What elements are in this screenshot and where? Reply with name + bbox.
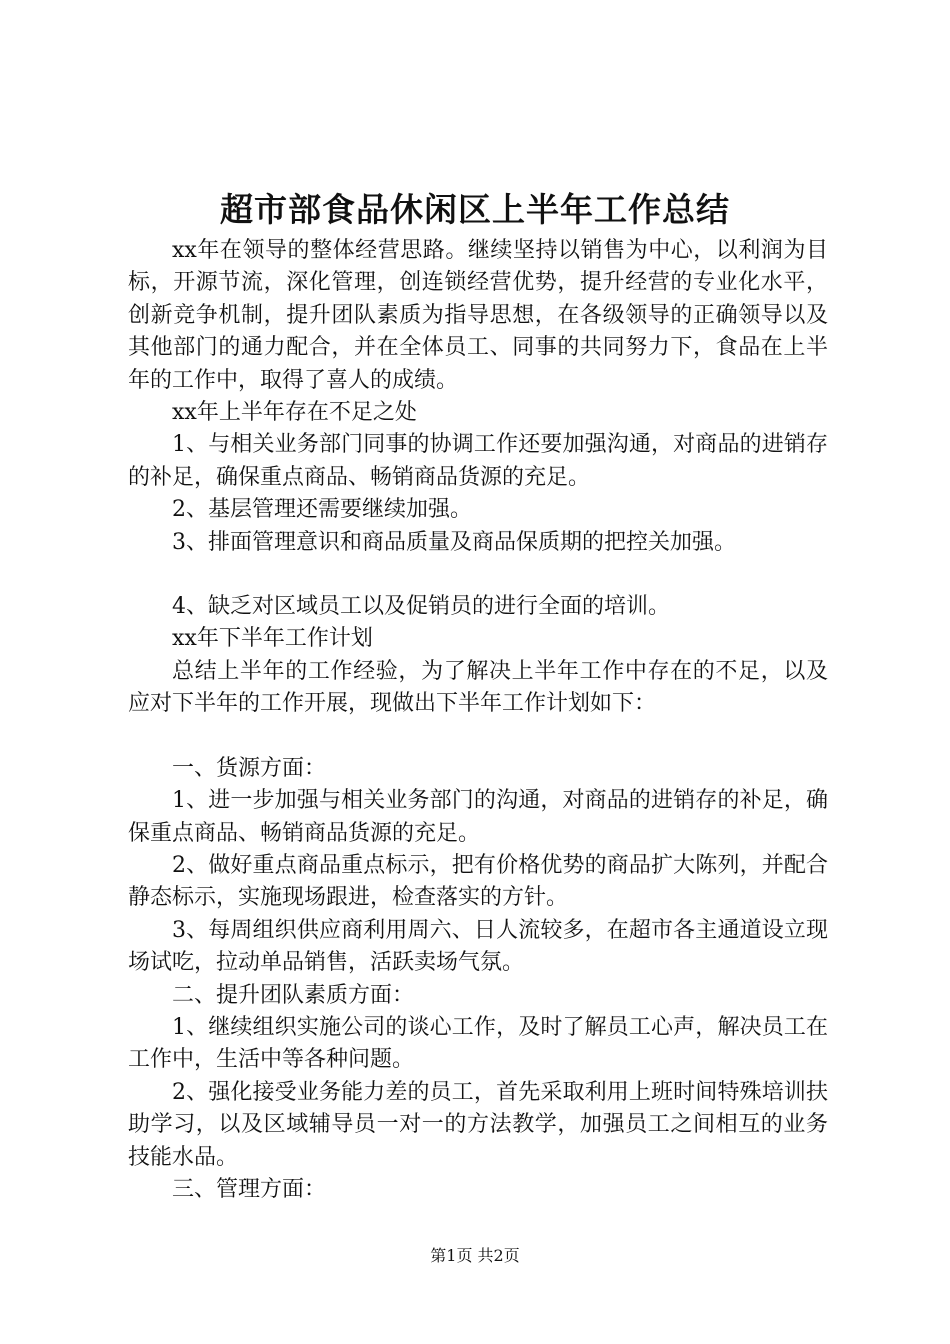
heading-shortcomings: xx年上半年存在不足之处 xyxy=(172,400,417,426)
paragraph-team-2: 2、强化接受业务能力差的员工，首先采取利用上班时间特殊培训扶助学习，以及区域辅导员一对一的方法教学，加强员工之间相互的业务技能水品。 xyxy=(128,1079,828,1170)
paragraph-intro: xx年在领导的整体经营思路。继续坚持以销售为中心，以利润为目标，开源节流，深化管理，创连锁经营优势，提升经营的专业化水平，创新竞争机制，提升团队素质为指导思想，在各级领导的正确领导以及其他部门的通力配合，并在全体员工、同事的共同努力下，食品在上半年的工作中，取得了喜人的成绩。 xyxy=(128,238,828,393)
paragraph-shortcoming-4: 4、缺乏对区域员工以及促销员的进行全面的培训。 xyxy=(172,594,670,620)
paragraph-team-1: 1、继续组织实施公司的谈心工作，及时了解员工心声，解决员工在工作中，生活中等各种问题。 xyxy=(128,1014,828,1073)
paragraph-supply-3: 3、每周组织供应商利用周六、日人流较多，在超市各主通道设立现场试吃，拉动单品销售，活跃卖场气氛。 xyxy=(128,917,828,976)
paragraph-supply-2: 2、做好重点商品重点标示，把有价格优势的商品扩大陈列，并配合静态标示，实施现场跟进，检查落实的方针。 xyxy=(128,852,828,911)
heading-supply: 一、货源方面： xyxy=(172,755,327,781)
paragraph-shortcoming-3: 3、排面管理意识和商品质量及商品保质期的把控关加强。 xyxy=(172,529,736,555)
paragraph-supply-1: 1、进一步加强与相关业务部门的沟通，对商品的进销存的补足，确保重点商品、畅销商品货源的充足。 xyxy=(128,788,828,846)
paragraph-shortcoming-1: 1、与相关业务部门同事的协调工作还要加强沟通，对商品的进销存的补足，确保重点商品、畅销商品货源的充足。 xyxy=(128,432,828,490)
paragraph-shortcoming-2: 2、基层管理还需要继续加强。 xyxy=(172,497,472,523)
page-footer: 第1页 共2页 xyxy=(430,1246,520,1265)
document-title: 超市部食品休闲区上半年工作总结 xyxy=(220,190,730,229)
heading-team: 二、提升团队素质方面： xyxy=(172,982,415,1008)
document-body xyxy=(128,235,828,1206)
heading-plan: xx年下半年工作计划 xyxy=(172,626,373,652)
paragraph-plan-intro: 总结上半年的工作经验，为了解决上半年工作中存在的不足，以及应对下半年的工作开展，现做出下半年工作计划如下： xyxy=(128,658,828,717)
heading-management: 三、管理方面： xyxy=(172,1176,327,1202)
